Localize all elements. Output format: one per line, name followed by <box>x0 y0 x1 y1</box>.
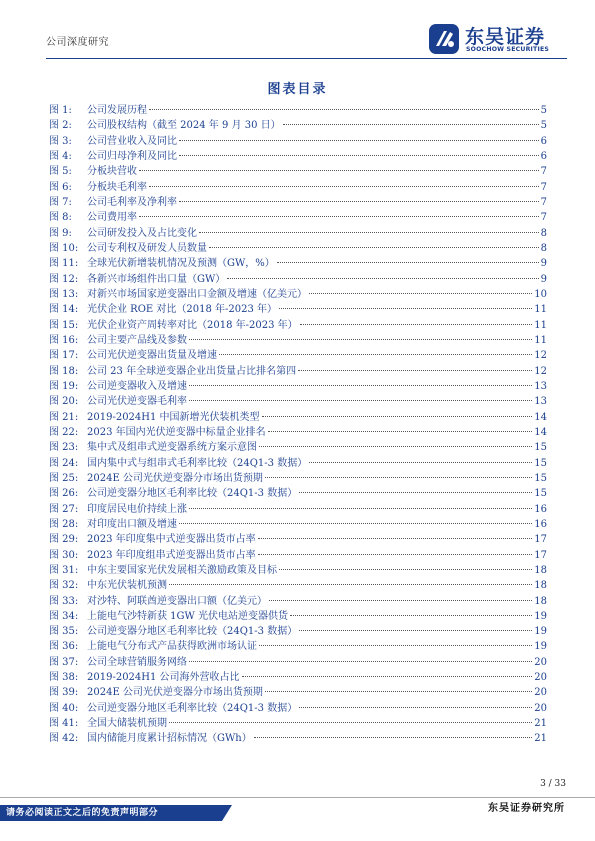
toc-entry[interactable] <box>49 256 547 271</box>
report-type-label: 公司深度研究 <box>46 37 109 48</box>
toc-entry[interactable] <box>49 548 547 563</box>
toc-entry-number: 图 16: <box>49 334 79 346</box>
toc-dot-leader <box>179 140 539 141</box>
toc-dot-leader <box>269 600 532 601</box>
footer-divider <box>0 797 595 798</box>
toc-entry-number: 图 34: <box>49 610 79 622</box>
toc-entry-page[interactable]: 11 <box>534 319 547 331</box>
toc-entry-title[interactable]: 2019-2024H1 公司海外营收占比 <box>87 672 240 684</box>
toc-entry[interactable] <box>49 210 547 225</box>
toc-entry-number: 图 40: <box>49 702 79 714</box>
toc-entry[interactable] <box>49 410 547 425</box>
toc-entry[interactable] <box>49 624 547 639</box>
figure-toc-list <box>49 103 547 747</box>
disclaimer-banner: 请务必阅读正文之后的免责声明部分 <box>0 805 222 821</box>
toc-entry-number: 图 1: <box>49 105 72 116</box>
toc-entry[interactable] <box>49 394 547 409</box>
toc-entry-page[interactable]: 20 <box>534 656 547 668</box>
toc-entry[interactable] <box>49 639 547 654</box>
toc-entry-title[interactable]: 公司费用率 <box>87 212 137 224</box>
toc-dot-leader <box>179 155 539 156</box>
toc-dot-leader <box>189 400 532 401</box>
toc-dot-leader <box>189 661 532 662</box>
toc-entry-title[interactable]: 公司发展历程 <box>87 105 147 116</box>
toc-entry[interactable] <box>49 486 547 501</box>
toc-entry-page[interactable]: 14 <box>534 411 547 423</box>
toc-entry-title[interactable]: 集中式及组串式逆变器系统方案示意图 <box>87 442 257 454</box>
toc-entry-number: 图 4: <box>49 150 72 162</box>
toc-dot-leader <box>179 201 539 202</box>
toc-entry-number: 图 10: <box>49 242 79 254</box>
toc-entry-page[interactable]: 6 <box>540 135 547 147</box>
toc-entry[interactable] <box>49 348 547 363</box>
toc-entry-page[interactable]: 20 <box>534 687 547 699</box>
toc-entry-title[interactable]: 公司光伏逆变器毛利率 <box>87 396 187 408</box>
disclaimer-banner-tail <box>222 805 232 821</box>
toc-entry-page[interactable]: 7 <box>540 196 547 208</box>
toc-entry-page[interactable]: 15 <box>534 457 547 469</box>
toc-entry-title[interactable]: 公司逆变器分地区毛利率比较（24Q1-3 数据） <box>87 702 298 714</box>
toc-entry-number: 图 8: <box>49 212 72 224</box>
toc-entry-page[interactable]: 9 <box>540 258 547 270</box>
toc-entry-page[interactable]: 12 <box>534 350 547 362</box>
toc-entry[interactable] <box>49 149 547 164</box>
toc-entry-title[interactable]: 公司逆变器分地区毛利率比较（24Q1-3 数据） <box>87 488 298 500</box>
toc-entry-number: 图 30: <box>49 549 79 561</box>
toc-entry[interactable] <box>49 670 547 685</box>
toc-entry-page[interactable]: 14 <box>534 426 547 438</box>
toc-entry-page[interactable]: 19 <box>534 626 547 638</box>
toc-dot-leader <box>299 492 532 493</box>
toc-dot-leader <box>259 446 532 447</box>
toc-entry-page[interactable]: 15 <box>534 442 547 454</box>
toc-entry-page[interactable]: 19 <box>534 641 547 653</box>
toc-dot-leader <box>149 109 539 110</box>
toc-entry-title[interactable]: 国内储能月度累计招标情况（GWh） <box>87 733 252 745</box>
toc-entry-title[interactable]: 公司专利权及研发人员数量 <box>87 242 207 254</box>
toc-dot-leader <box>279 308 532 309</box>
toc-entry-title[interactable]: 2023 年印度集中式逆变器出货市占率 <box>87 534 256 546</box>
toc-entry-number: 图 26: <box>49 488 79 500</box>
toc-entry-title[interactable]: 公司股权结构（截至 2024 年 9 月 30 日） <box>87 120 281 132</box>
toc-dot-leader <box>299 630 532 631</box>
toc-entry-title[interactable]: 对新兴市场国家逆变器出口金额及增速（亿美元） <box>87 288 307 300</box>
toc-entry-title[interactable]: 公司毛利率及净利率 <box>87 196 177 208</box>
header-divider <box>46 58 567 59</box>
toc-dot-leader <box>265 477 532 478</box>
toc-entry[interactable] <box>49 578 547 593</box>
toc-entry-number: 图 6: <box>49 181 72 193</box>
toc-entry-page[interactable]: 5 <box>540 105 547 116</box>
toc-entry[interactable] <box>49 364 547 379</box>
toc-entry-title[interactable]: 中东主要国家光伏发展相关激励政策及目标 <box>87 564 277 576</box>
toc-entry[interactable] <box>49 594 547 609</box>
toc-entry[interactable] <box>49 563 547 578</box>
toc-entry-page[interactable]: 20 <box>534 672 547 684</box>
toc-entry-page[interactable]: 15 <box>534 488 547 500</box>
toc-dot-leader <box>290 615 532 616</box>
toc-dot-leader <box>139 170 539 171</box>
toc-entry-number: 图 14: <box>49 304 79 316</box>
toc-entry-page[interactable]: 18 <box>534 595 547 607</box>
toc-entry-number: 图 32: <box>49 580 79 592</box>
toc-entry-number: 图 41: <box>49 718 79 730</box>
toc-entry-page[interactable]: 16 <box>534 503 547 515</box>
toc-entry-number: 图 37: <box>49 656 79 668</box>
toc-entry-number: 图 12: <box>49 273 79 285</box>
toc-entry[interactable] <box>49 379 547 394</box>
toc-entry[interactable] <box>49 517 547 532</box>
toc-entry-page[interactable]: 21 <box>534 733 547 745</box>
toc-entry[interactable] <box>49 731 547 746</box>
toc-entry-number: 图 19: <box>49 380 79 392</box>
logo-chinese-name: 东吴证券 <box>465 26 546 48</box>
toc-dot-leader <box>300 324 533 325</box>
toc-entry-page[interactable]: 8 <box>540 227 547 239</box>
toc-entry-title[interactable]: 各新兴市场组件出口量（GW） <box>87 273 226 285</box>
toc-entry-page[interactable]: 7 <box>540 181 547 193</box>
toc-entry-page[interactable]: 17 <box>534 549 547 561</box>
toc-entry-number: 图 24: <box>49 457 79 469</box>
toc-entry-page[interactable]: 16 <box>534 518 547 530</box>
toc-entry[interactable] <box>49 716 547 731</box>
toc-dot-leader <box>149 186 539 187</box>
toc-entry[interactable] <box>49 532 547 547</box>
toc-entry[interactable] <box>49 272 547 287</box>
toc-entry-title[interactable]: 公司研发投入及占比变化 <box>87 227 197 239</box>
toc-dot-leader <box>179 523 532 524</box>
toc-dot-leader <box>189 339 532 340</box>
toc-dot-leader <box>219 354 532 355</box>
toc-entry-page[interactable]: 8 <box>540 242 547 254</box>
toc-entry-title[interactable]: 对印度出口额及增速 <box>87 518 177 530</box>
toc-entry-number: 图 36: <box>49 641 79 653</box>
toc-entry[interactable] <box>49 118 547 133</box>
toc-entry-number: 图 38: <box>49 672 79 684</box>
toc-entry-number: 图 15: <box>49 319 79 331</box>
toc-entry-page[interactable]: 11 <box>534 304 547 316</box>
toc-entry[interactable] <box>49 471 547 486</box>
toc-entry-page[interactable]: 13 <box>534 380 547 392</box>
toc-title: 图表目录 <box>267 82 328 97</box>
toc-dot-leader <box>209 247 539 248</box>
toc-entry[interactable] <box>49 502 547 517</box>
toc-entry-title[interactable]: 公司主要产品线及参数 <box>87 334 187 346</box>
toc-entry-title[interactable]: 公司营业收入及同比 <box>87 135 177 147</box>
toc-dot-leader <box>258 538 533 539</box>
toc-entry-page[interactable]: 6 <box>540 150 547 162</box>
toc-dot-leader <box>277 262 539 263</box>
toc-entry-title[interactable]: 国内集中式与组串式毛利率比较（24Q1-3 数据） <box>87 457 308 469</box>
toc-entry-number: 图 21: <box>49 411 79 423</box>
toc-entry-page[interactable]: 11 <box>534 334 547 346</box>
toc-entry-number: 图 17: <box>49 350 79 362</box>
toc-entry[interactable] <box>49 440 547 455</box>
toc-entry-title[interactable]: 公司全球营销服务网络 <box>87 656 187 668</box>
toc-entry-number: 图 27: <box>49 503 79 515</box>
toc-entry-title[interactable]: 2023 年印度组串式逆变器出货市占率 <box>87 549 256 561</box>
toc-entry-page[interactable]: 15 <box>534 472 547 484</box>
toc-dot-leader <box>227 278 538 279</box>
toc-dot-leader <box>309 293 532 294</box>
toc-entry-number: 图 11: <box>49 258 79 270</box>
toc-dot-leader <box>283 124 539 125</box>
toc-entry-page[interactable]: 7 <box>540 212 547 224</box>
toc-entry-number: 图 33: <box>49 595 79 607</box>
toc-entry-page[interactable]: 13 <box>534 396 547 408</box>
toc-entry-title[interactable]: 光伏企业 ROE 对比（2018 年-2023 年） <box>87 304 278 316</box>
toc-dot-leader <box>258 554 533 555</box>
toc-entry-number: 图 9: <box>49 227 72 239</box>
toc-dot-leader <box>309 462 532 463</box>
toc-entry-number: 图 42: <box>49 733 79 745</box>
toc-entry-page[interactable]: 9 <box>540 273 547 285</box>
toc-entry[interactable] <box>49 701 547 716</box>
toc-entry-page[interactable]: 12 <box>534 365 547 377</box>
toc-entry-number: 图 35: <box>49 626 79 638</box>
toc-dot-leader <box>254 737 533 738</box>
toc-entry-number: 图 29: <box>49 534 79 546</box>
toc-entry-number: 图 39: <box>49 687 79 699</box>
toc-entry-title[interactable]: 2024E 公司光伏逆变器分市场出货预期 <box>87 687 263 699</box>
toc-entry-page[interactable]: 19 <box>534 610 547 622</box>
toc-dot-leader <box>139 216 539 217</box>
toc-entry-number: 图 18: <box>49 365 79 377</box>
toc-entry-title[interactable]: 分板块营收 <box>87 166 137 178</box>
toc-entry-title[interactable]: 全国大储装机预期 <box>87 718 167 730</box>
soochow-logo-icon <box>427 22 461 56</box>
toc-entry-title[interactable]: 2024E 公司光伏逆变器分市场出货预期 <box>87 472 263 484</box>
toc-entry-page[interactable]: 7 <box>540 166 547 178</box>
logo-english-name: SOOCHOW SECURITIES <box>466 46 550 53</box>
toc-entry[interactable] <box>49 425 547 440</box>
toc-entry[interactable] <box>49 195 547 210</box>
toc-entry-page[interactable]: 5 <box>540 120 547 132</box>
toc-entry[interactable] <box>49 134 547 149</box>
toc-entry-number: 图 25: <box>49 472 79 484</box>
toc-entry[interactable] <box>49 333 547 348</box>
institute-name: 东吴证券研究所 <box>488 803 565 814</box>
toc-entry-title[interactable]: 上能电气沙特新获 1GW 光伏电站逆变器供货 <box>87 610 288 622</box>
toc-dot-leader <box>169 722 532 723</box>
toc-dot-leader <box>242 676 533 677</box>
toc-entry-page[interactable]: 21 <box>534 718 547 730</box>
toc-entry-title[interactable]: 公司逆变器收入及增速 <box>87 380 187 392</box>
toc-entry[interactable] <box>49 164 547 179</box>
toc-entry-number: 图 2: <box>49 120 72 132</box>
toc-entry[interactable] <box>49 318 547 333</box>
toc-entry-title[interactable]: 分板块毛利率 <box>87 181 147 193</box>
toc-entry[interactable] <box>49 103 547 118</box>
toc-entry[interactable] <box>49 609 547 624</box>
toc-entry-title[interactable]: 全球光伏新增装机情况及预测（GW，%） <box>87 258 275 270</box>
toc-entry-number: 图 28: <box>49 518 79 530</box>
toc-entry-title[interactable]: 对沙特、阿联酋逆变器出口额（亿美元） <box>87 595 267 607</box>
toc-entry-page[interactable]: 17 <box>534 534 547 546</box>
toc-entry-title[interactable]: 中东光伏装机预测 <box>87 580 167 592</box>
toc-entry-page[interactable]: 18 <box>534 580 547 592</box>
toc-entry[interactable] <box>49 456 547 471</box>
toc-entry-title[interactable]: 公司归母净利及同比 <box>87 150 177 162</box>
toc-dot-leader <box>268 431 533 432</box>
toc-entry[interactable] <box>49 655 547 670</box>
page-number: 3 / 33 <box>540 779 566 789</box>
toc-entry-title[interactable]: 公司 23 年全球逆变器企业出货量占比排名第四 <box>87 365 297 377</box>
toc-entry-number: 图 5: <box>49 166 72 178</box>
toc-entry[interactable] <box>49 226 547 241</box>
toc-entry-number: 图 13: <box>49 288 79 300</box>
toc-entry-number: 图 22: <box>49 426 79 438</box>
toc-dot-leader <box>189 508 532 509</box>
toc-dot-leader <box>199 232 539 233</box>
company-logo <box>427 22 567 58</box>
toc-entry-title[interactable]: 公司逆变器分地区毛利率比较（24Q1-3 数据） <box>87 626 298 638</box>
toc-entry[interactable] <box>49 287 547 302</box>
toc-entry-page[interactable]: 10 <box>534 288 547 300</box>
toc-entry-title[interactable]: 公司光伏逆变器出货量及增速 <box>87 350 217 362</box>
toc-dot-leader <box>262 416 533 417</box>
toc-dot-leader <box>279 569 532 570</box>
toc-dot-leader <box>298 370 532 371</box>
toc-entry-title[interactable]: 印度居民电价持续上涨 <box>87 503 187 515</box>
toc-entry-title[interactable]: 光伏企业资产周转率对比（2018 年-2023 年） <box>87 319 298 331</box>
toc-dot-leader <box>189 385 532 386</box>
toc-entry[interactable] <box>49 180 547 195</box>
toc-entry-title[interactable]: 上能电气分布式产品获得欧洲市场认证 <box>87 641 257 653</box>
toc-entry-number: 图 20: <box>49 396 79 408</box>
toc-entry-title[interactable]: 2023 年国内光伏逆变器中标量企业排名 <box>87 426 266 438</box>
toc-dot-leader <box>169 584 532 585</box>
toc-entry-number: 图 31: <box>49 564 79 576</box>
toc-entry[interactable] <box>49 302 547 317</box>
toc-entry-number: 图 3: <box>49 135 72 147</box>
toc-entry[interactable] <box>49 241 547 256</box>
toc-dot-leader <box>259 645 532 646</box>
toc-entry-page[interactable]: 18 <box>534 564 547 576</box>
toc-entry-page[interactable]: 20 <box>534 702 547 714</box>
toc-entry-title[interactable]: 2019-2024H1 中国新增光伏装机类型 <box>87 411 260 423</box>
toc-entry[interactable] <box>49 685 547 700</box>
toc-dot-leader <box>299 707 532 708</box>
toc-dot-leader <box>265 691 532 692</box>
toc-entry-number: 图 23: <box>49 442 79 454</box>
toc-entry-number: 图 7: <box>49 196 72 208</box>
